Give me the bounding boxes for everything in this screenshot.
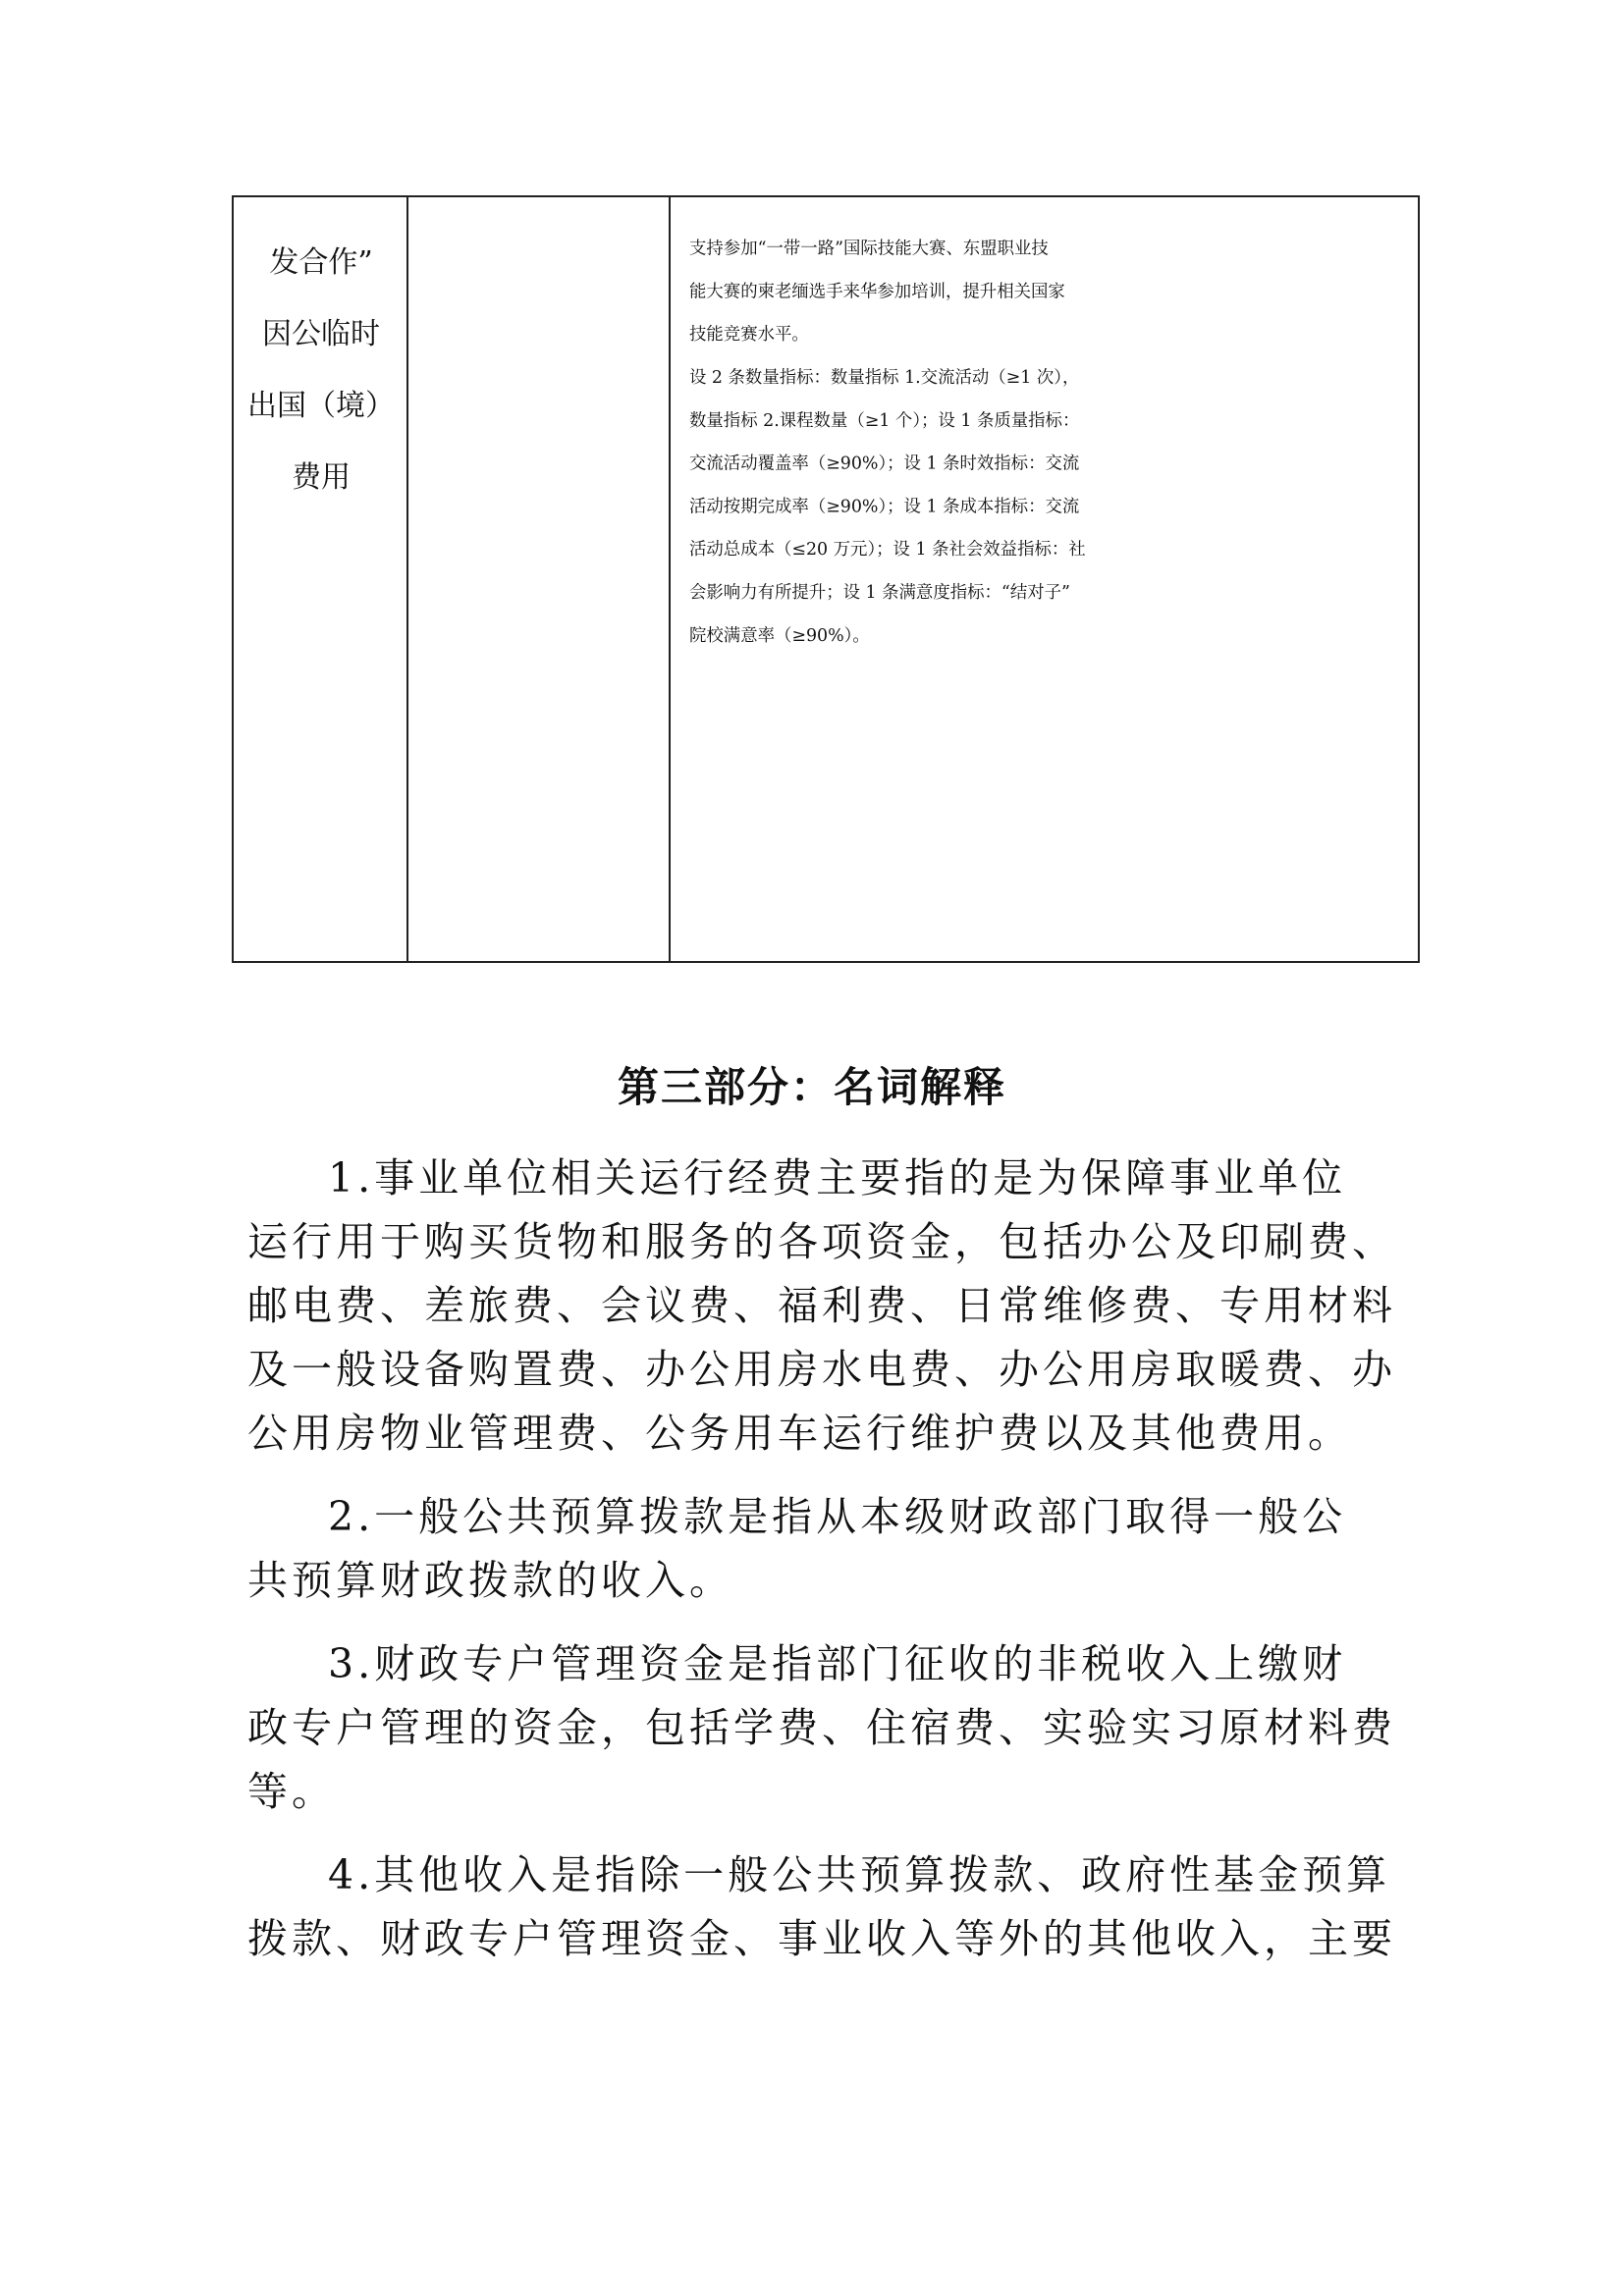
paragraph-line: 2.一般公共预算拨款是指从本级财政部门取得一般公 (328, 1493, 1347, 1540)
project-description-cell (689, 227, 1393, 657)
paragraph-line: 1.事业单位相关运行经费主要指的是为保障事业单位 (328, 1154, 1347, 1201)
definition-item-2 (247, 1485, 1396, 1613)
paragraph-line: 公用房物业管理费、公务用车运行维护费以及其他费用。 (247, 1410, 1352, 1457)
description-line: 能大赛的柬老缅选手来华参加培训，提升相关国家 (689, 281, 1065, 301)
description-line: 数量指标 2.课程数量（≥1 个）；设 1 条质量指标： (689, 409, 1080, 430)
description-line: 设 2 条数量指标：数量指标 1.交流活动（≥1 次）， (689, 366, 1080, 388)
paragraph-line: 4.其他收入是指除一般公共预算拨款、政府性基金预算 (328, 1851, 1391, 1898)
definition-item-3 (247, 1632, 1396, 1824)
paragraph-line: 及一般设备购置费、办公用房水电费、办公用房取暖费、办 (247, 1346, 1396, 1393)
paragraph-line: 等。 (247, 1768, 336, 1815)
paragraph-line: 共预算财政拨款的收入。 (247, 1557, 733, 1604)
description-line: 会影响力有所提升；设 1 条满意度指标：“结对子” (689, 581, 1070, 603)
paragraph-line: 政专户管理的资金，包括学费、住宿费、实验实习原材料费 (247, 1704, 1396, 1751)
description-line: 技能竞赛水平。 (689, 324, 809, 345)
description-line: 活动总成本（≤20 万元）；设 1 条社会效益指标：社 (689, 539, 1086, 560)
description-line: 活动按期完成率（≥90%）；设 1 条成本指标：交流 (689, 496, 1080, 516)
definition-item-1 (247, 1147, 1396, 1466)
project-name-line: 费用 (292, 460, 351, 495)
table-divider-2 (669, 197, 671, 961)
performance-table (232, 195, 1420, 963)
description-line: 院校满意率（≥90%）。 (689, 624, 870, 645)
project-name-line: 因公临时 (262, 317, 380, 351)
description-line: 交流活动覆盖率（≥90%）；设 1 条时效指标：交流 (689, 453, 1080, 473)
project-name-line: 出国（境） (247, 389, 395, 423)
definitions-body (247, 1147, 1396, 1971)
definition-item-4 (247, 1843, 1396, 1971)
paragraph-line: 邮电费、差旅费、会议费、福利费、日常维修费、专用材料 (247, 1282, 1396, 1329)
paragraph-line: 3.财政专户管理资金是指部门征收的非税收入上缴财 (328, 1640, 1347, 1687)
project-name-line: 发合作” (269, 245, 373, 280)
description-line: 支持参加“一带一路”国际技能大赛、东盟职业技 (689, 238, 1049, 258)
paragraph-line: 拨款、财政专户管理资金、事业收入等外的其他收入，主要 (247, 1915, 1396, 1962)
project-name-cell (234, 227, 408, 513)
paragraph-line: 运行用于购买货物和服务的各项资金，包括办公及印刷费、 (247, 1218, 1396, 1265)
section-title: 第三部分：名词解释 (617, 1063, 1006, 1111)
